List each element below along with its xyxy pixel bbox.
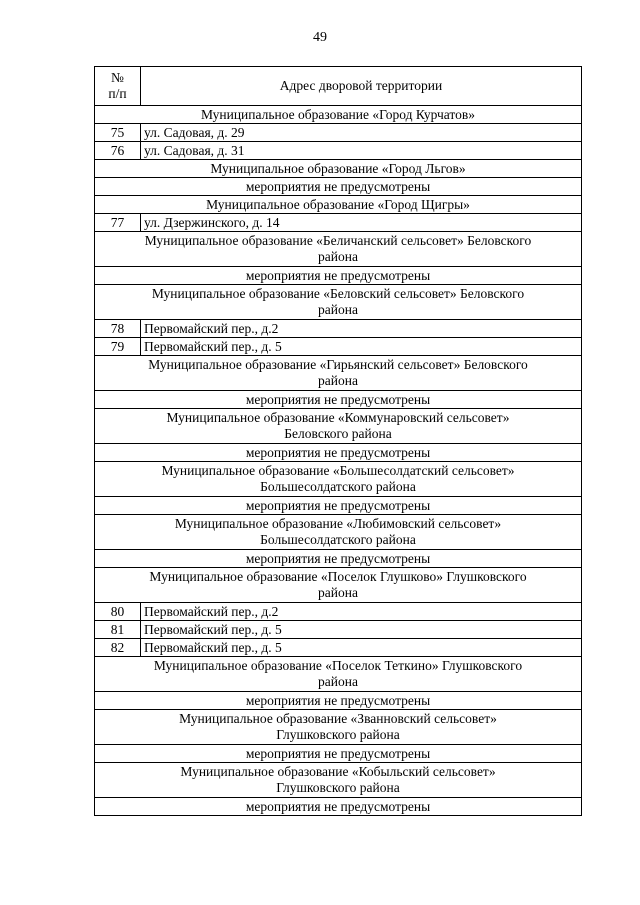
municipality-heading-line1: Муниципальное образование «Кобыльский сельсовет» [180,764,496,779]
municipality-heading-line1: Муниципальное образование «Поселок Глушково» Глушковского [149,569,527,584]
row-address: ул. Дзержинского, д. 14 [141,214,582,232]
municipality-heading [95,462,582,497]
municipality-heading-line2: Беловского района [284,426,392,441]
municipality-heading-row [95,160,582,178]
table-row [95,214,582,232]
table-row [95,124,582,142]
row-address: ул. Садовая, д. 31 [141,142,582,160]
no-measures-note: мероприятия не предусмотрены [95,267,582,285]
municipality-heading [95,409,582,444]
municipality-heading-row [95,232,582,267]
row-number: 79 [95,338,141,356]
municipality-heading [95,515,582,550]
row-address: Первомайский пер., д. 5 [141,639,582,657]
municipality-heading-row [95,462,582,497]
note-row [95,745,582,763]
column-header-number [95,67,141,106]
note-row [95,444,582,462]
municipality-heading: Муниципальное образование «Город Льгов» [95,160,582,178]
municipality-heading-line2: Глушковского района [276,727,400,742]
no-measures-note: мероприятия не предусмотрены [95,444,582,462]
row-number: 77 [95,214,141,232]
municipality-heading-row [95,106,582,124]
page-number: 49 [313,30,327,45]
table-header-row [95,67,582,106]
municipality-heading-row [95,568,582,603]
table-row [95,320,582,338]
table-body [95,106,582,816]
municipality-heading-row [95,409,582,444]
municipality-heading-line2: района [318,585,358,600]
municipality-heading-row [95,515,582,550]
table-row [95,639,582,657]
note-row [95,267,582,285]
table-row [95,142,582,160]
row-address: Первомайский пер., д.2 [141,320,582,338]
no-measures-note: мероприятия не предусмотрены [95,178,582,196]
municipality-heading-line1: Муниципальное образование «Любимовский сельсовет» [174,516,502,531]
municipality-heading-row [95,196,582,214]
note-row [95,798,582,816]
municipality-heading-line2: района [318,674,358,689]
municipality-heading-row [95,356,582,391]
municipality-heading: Муниципальное образование «Город Курчатов» [95,106,582,124]
row-number: 75 [95,124,141,142]
column-header-number-line1: № [111,70,124,85]
row-address: Первомайский пер., д.2 [141,603,582,621]
municipality-heading-line2: района [318,302,358,317]
municipality-heading-row [95,285,582,320]
municipality-heading [95,657,582,692]
table-row [95,603,582,621]
municipality-heading-line2: Большесолдатского района [260,479,416,494]
table-row [95,338,582,356]
row-number: 82 [95,639,141,657]
address-table [94,66,582,816]
row-number: 81 [95,621,141,639]
row-number: 78 [95,320,141,338]
municipality-heading: Муниципальное образование «Город Щигры» [95,196,582,214]
no-measures-note: мероприятия не предусмотрены [95,497,582,515]
note-row [95,497,582,515]
column-header-number-line2: п/п [108,86,127,101]
no-measures-note: мероприятия не предусмотрены [95,798,582,816]
row-number: 80 [95,603,141,621]
municipality-heading [95,232,582,267]
municipality-heading-line2: Большесолдатского района [260,532,416,547]
note-row [95,391,582,409]
column-header-address: Адрес дворовой территории [141,67,582,106]
municipality-heading [95,285,582,320]
no-measures-note: мероприятия не предусмотрены [95,692,582,710]
row-address: Первомайский пер., д. 5 [141,621,582,639]
municipality-heading-line1: Муниципальное образование «Званновский сельсовет» [179,711,497,726]
municipality-heading-line2: Глушковского района [276,780,400,795]
row-address: Первомайский пер., д. 5 [141,338,582,356]
municipality-heading-line2: района [318,373,358,388]
municipality-heading-line1: Муниципальное образование «Коммунаровский сельсовет» [166,410,510,425]
municipality-heading [95,763,582,798]
municipality-heading [95,568,582,603]
municipality-heading-row [95,763,582,798]
note-row [95,692,582,710]
municipality-heading-line1: Муниципальное образование «Беловский сельсовет» Беловского [151,286,525,301]
row-address: ул. Садовая, д. 29 [141,124,582,142]
municipality-heading [95,356,582,391]
municipality-heading-row [95,710,582,745]
municipality-heading-line1: Муниципальное образование «Большесолдатский сельсовет» [161,463,515,478]
no-measures-note: мероприятия не предусмотрены [95,391,582,409]
municipality-heading-line1: Муниципальное образование «Беличанский сельсовет» Беловского [144,233,532,248]
note-row [95,178,582,196]
note-row [95,550,582,568]
municipality-heading-line2: района [318,249,358,264]
no-measures-note: мероприятия не предусмотрены [95,745,582,763]
municipality-heading [95,710,582,745]
municipality-heading-line1: Муниципальное образование «Поселок Теткино» Глушковского [153,658,523,673]
municipality-heading-line1: Муниципальное образование «Гирьянский сельсовет» Беловского [148,357,528,372]
no-measures-note: мероприятия не предусмотрены [95,550,582,568]
municipality-heading-row [95,657,582,692]
table-row [95,621,582,639]
row-number: 76 [95,142,141,160]
